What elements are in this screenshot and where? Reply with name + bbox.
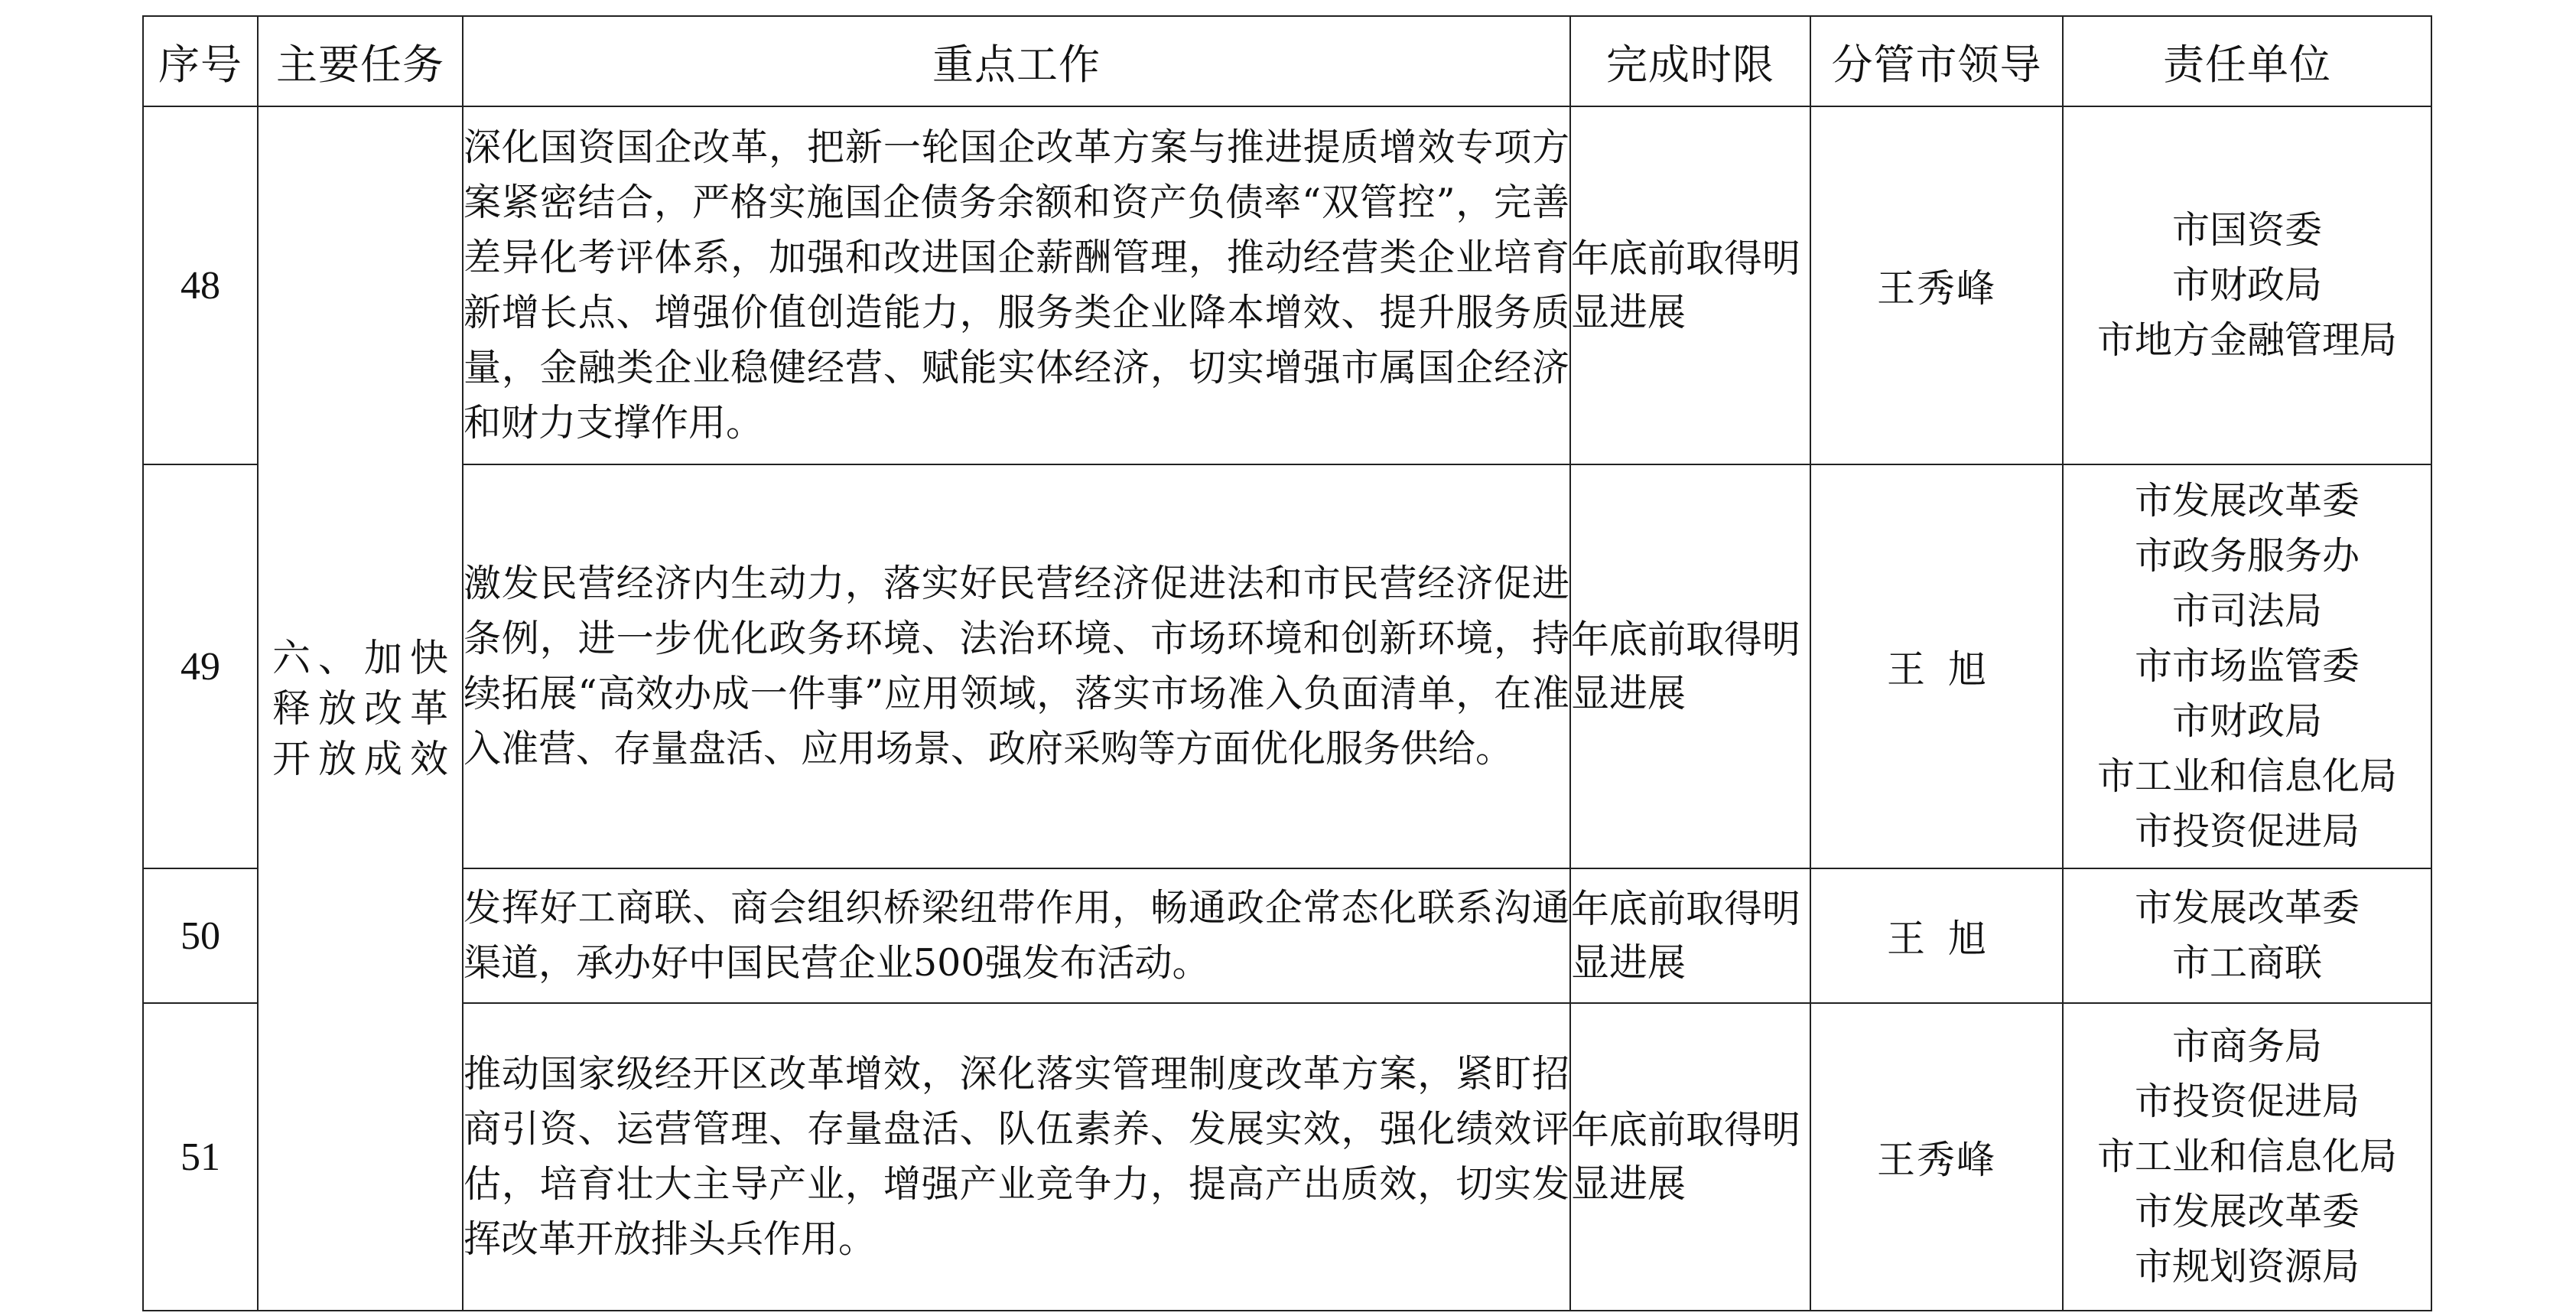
header-units: 责任单位: [2063, 16, 2431, 106]
row-number: 48: [143, 106, 258, 464]
unit-name: 市规划资源局: [2134, 1245, 2360, 1288]
header-work: 重点工作: [463, 16, 1570, 106]
leader-name: 王旭: [1887, 917, 2009, 961]
table-header-row: [143, 16, 2431, 106]
key-work-text: 深化国资国企改革，把新一轮国企改革方案与推进提质增效专项方案紧密结合，严格实施国企债务余额和资产负债率“双管控”，完善差异化考评体系，加强和改进国企薪酬管理，推动经营类企业培育新增长点、增强价值创造能力，服务类企业降本增效、提升服务质量，金融类企业稳健经营、赋能实体经济，切实增强市属国企经济和财力支撑作用。: [463, 106, 1570, 464]
main-task-text: 六、加快释放改革开放成效: [272, 636, 448, 781]
header-deadline: 完成时限: [1570, 16, 1810, 106]
responsible-units: [2063, 1003, 2431, 1311]
row-number: 50: [143, 868, 258, 1003]
unit-name: 市工业和信息化局: [2096, 1135, 2397, 1178]
row-number: 51: [143, 1003, 258, 1311]
unit-name: 市发展改革委: [2134, 1190, 2360, 1233]
main-task-cell: [258, 106, 463, 1311]
row-number: 49: [143, 464, 258, 868]
leader-name: 王秀峰: [1810, 106, 2063, 464]
deadline-text: 年底前取得明显进展: [1570, 106, 1810, 464]
deadline-text: 年底前取得明显进展: [1570, 464, 1810, 868]
key-work-text: 激发民营经济内生动力，落实好民营经济促进法和市民营经济促进条例，进一步优化政务环境、法治环境、市场环境和创新环境，持续拓展“高效办成一件事”应用领域，落实市场准入负面清单，在准入准营、存量盘活、应用场景、政府采购等方面优化服务供给。: [463, 464, 1570, 868]
unit-name: 市工业和信息化局: [2096, 754, 2397, 798]
table-row: [143, 106, 2431, 464]
responsible-units: [2063, 106, 2431, 464]
leader-cell: [1810, 868, 2063, 1003]
deadline-text: 年底前取得明显进展: [1570, 1003, 1810, 1311]
unit-name: 市工商联: [2171, 941, 2322, 985]
responsible-units: [2063, 868, 2431, 1003]
leader-name: 王秀峰: [1810, 1003, 2063, 1311]
unit-name: 市司法局: [2171, 589, 2322, 633]
responsible-units: [2063, 464, 2431, 868]
unit-name: 市发展改革委: [2134, 479, 2360, 523]
key-work-text: 推动国家级经开区改革增效，深化落实管理制度改革方案，紧盯招商引资、运营管理、存量盘活、队伍素养、发展实效，强化绩效评估，培育壮大主导产业，增强产业竞争力，提高产出质效，切实发挥改革开放排头兵作用。: [463, 1003, 1570, 1311]
unit-name: 市商务局: [2171, 1024, 2322, 1068]
header-leader: 分管市领导: [1810, 16, 2063, 106]
unit-name: 市财政局: [2171, 699, 2322, 743]
leader-cell: [1810, 464, 2063, 868]
task-table-page: [142, 15, 2431, 1311]
task-table: [142, 15, 2432, 1311]
header-num: 序号: [143, 16, 258, 106]
unit-name: 市市场监管委: [2134, 644, 2360, 688]
unit-name: 市发展改革委: [2134, 886, 2360, 930]
deadline-text: 年底前取得明显进展: [1570, 868, 1810, 1003]
header-task: 主要任务: [258, 16, 463, 106]
unit-name: 市国资委: [2171, 208, 2322, 252]
unit-name: 市投资促进局: [2134, 809, 2360, 853]
table-row: [143, 464, 2431, 868]
table-row: [143, 868, 2431, 1003]
table-row: [143, 1003, 2431, 1311]
unit-name: 市投资促进局: [2134, 1080, 2360, 1123]
unit-name: 市政务服务办: [2134, 534, 2360, 578]
unit-name: 市财政局: [2171, 263, 2322, 307]
leader-name: 王旭: [1887, 647, 2009, 692]
unit-name: 市地方金融管理局: [2096, 318, 2397, 362]
key-work-text: 发挥好工商联、商会组织桥梁纽带作用，畅通政企常态化联系沟通渠道，承办好中国民营企业500强发布活动。: [463, 868, 1570, 1003]
